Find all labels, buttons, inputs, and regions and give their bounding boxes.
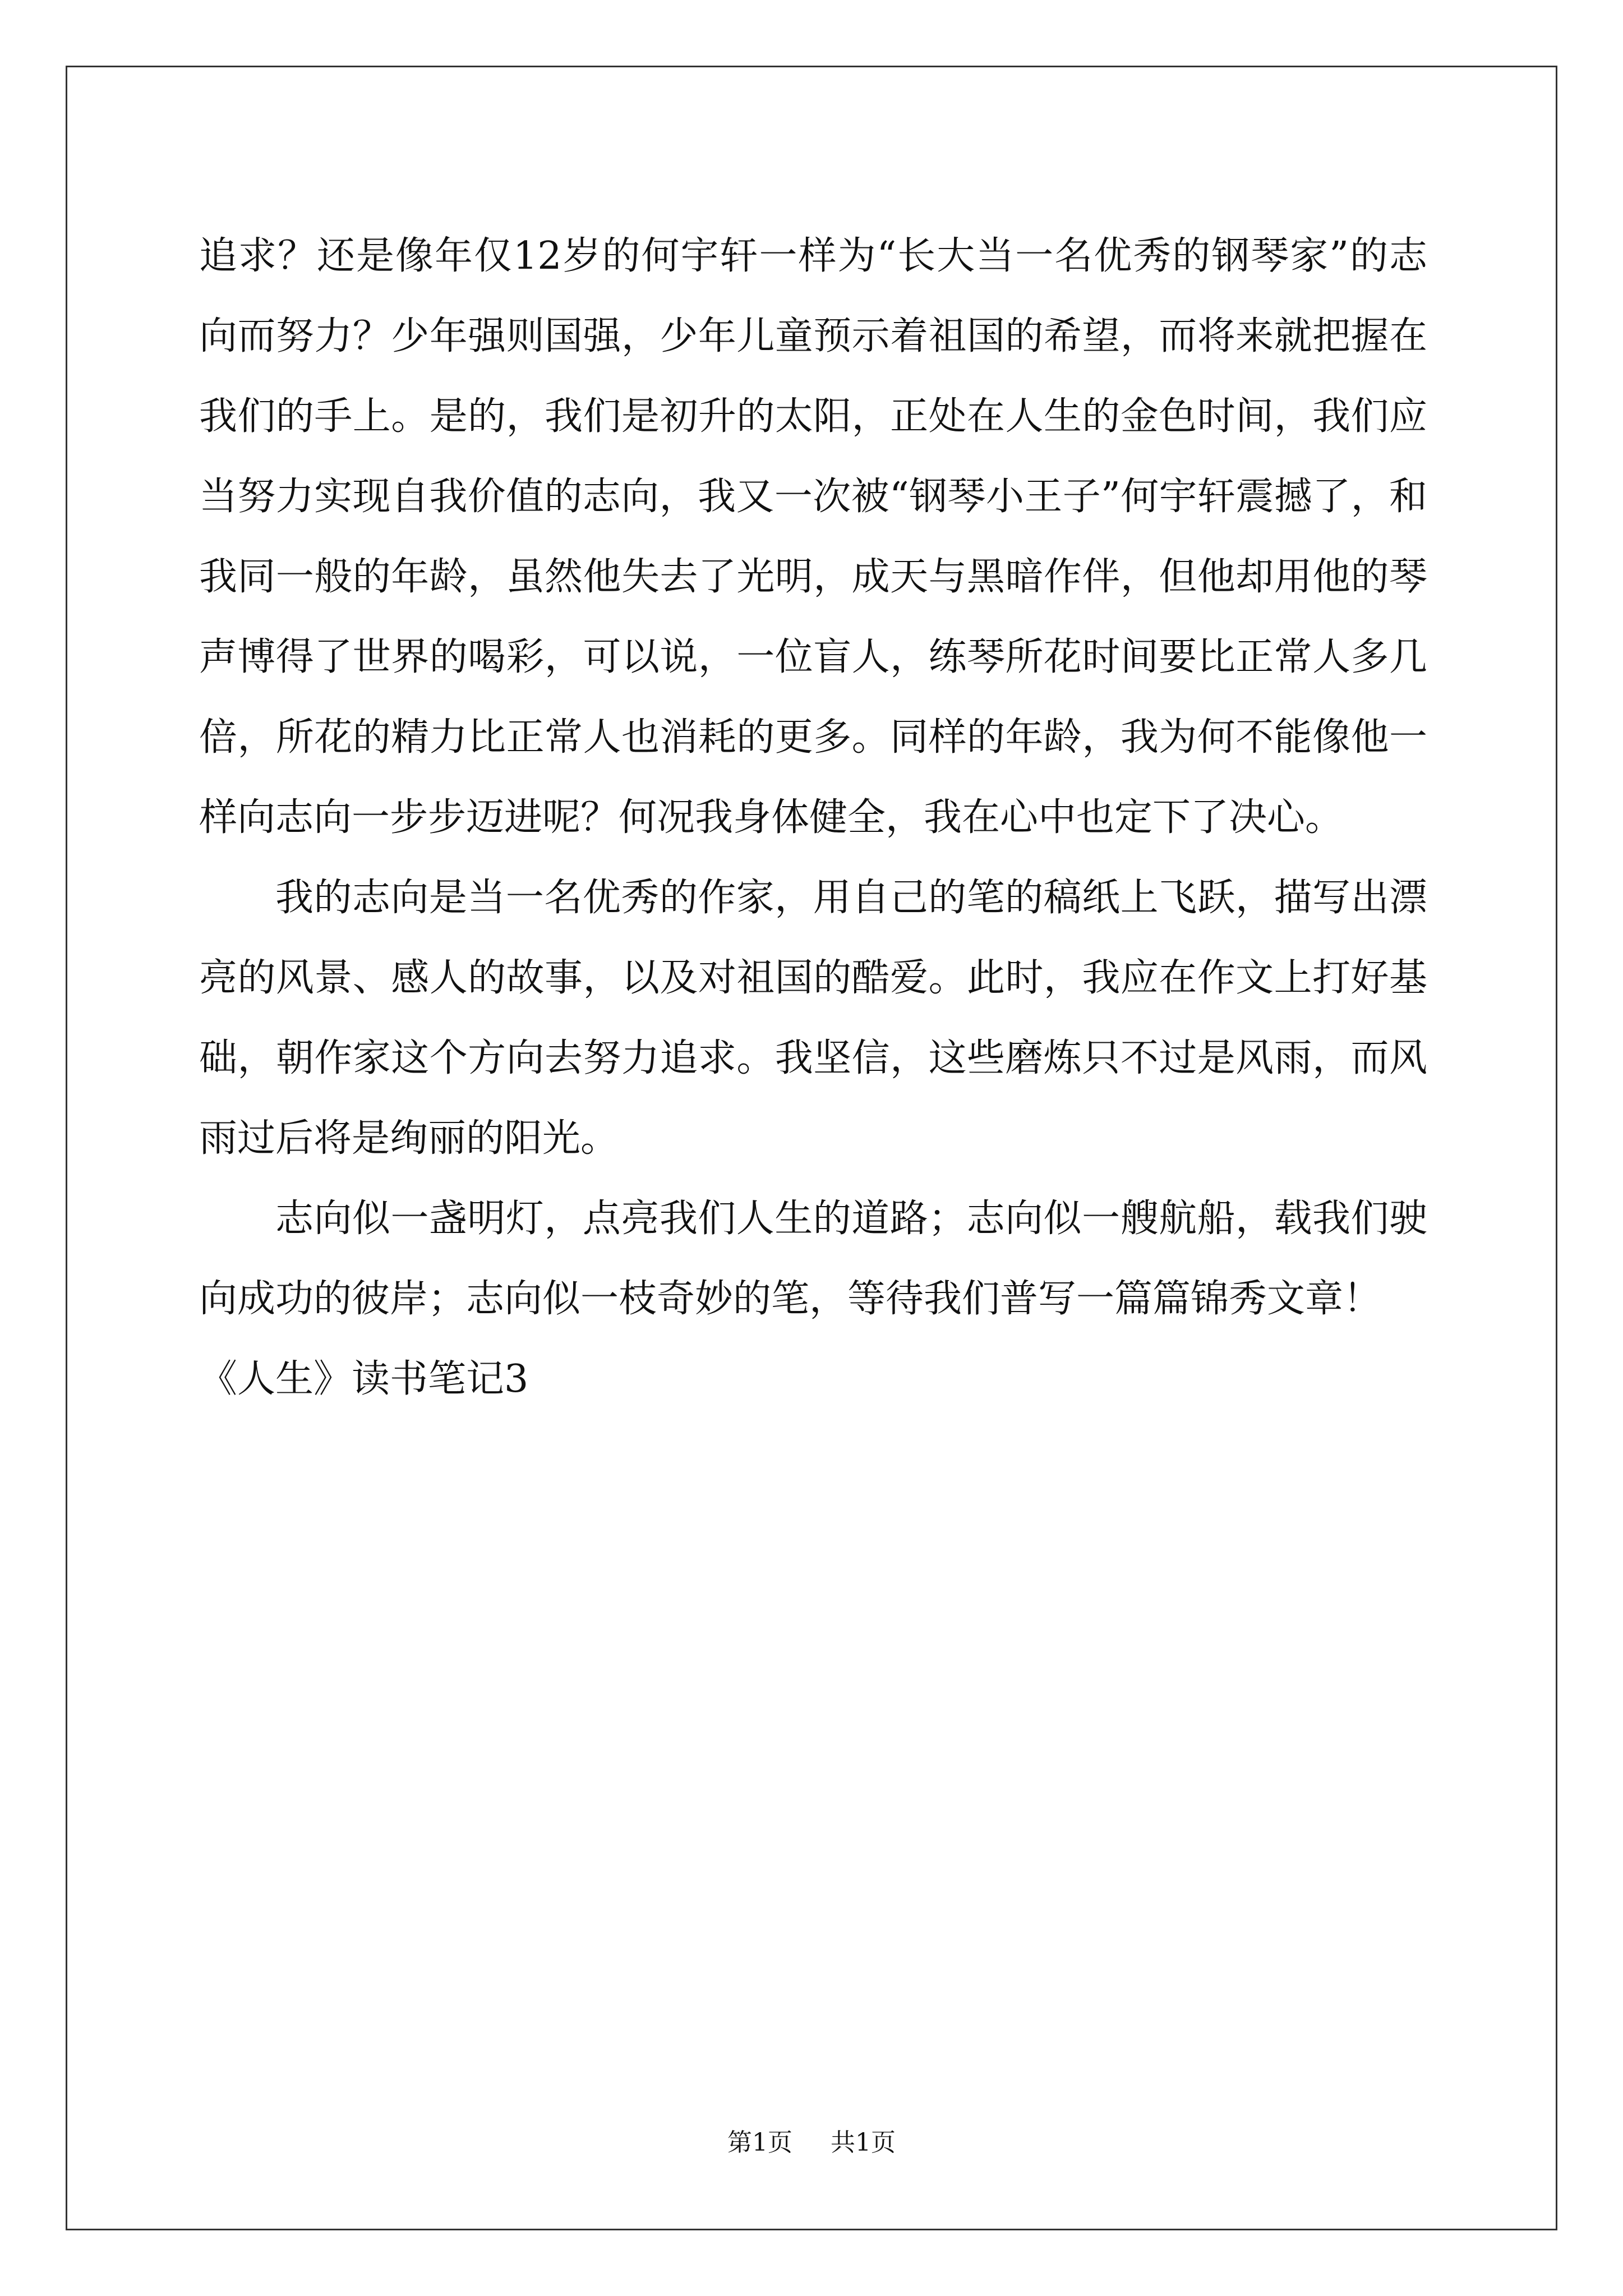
page-total: 共1页	[831, 2128, 896, 2157]
page-number: 第1页	[727, 2128, 792, 2157]
paragraph-1: 追求？还是像年仅12岁的何宇轩一样为“长大当一名优秀的钢琴家”的志向而努力？少年强则国强，少年儿童预示着祖国的希望，而将来就把握在我们的手上。是的，我们是初升的太阳，正处在人生的金色时间，我们应当努力实现自我价值的志向，我又一次被“钢琴小王子”何宇轩震撼了，和我同一般的年龄，虽然他失去了光明，成天与黑暗作伴，但他却用他的琴声博得了世界的喝彩，可以说，一位盲人，练琴所花时间要比正常人多几倍，所花的精力比正常人也消耗的更多。同样的年龄，我为何不能像他一样向志向一步步迈进呢？何况我身体健全，我在心中也定下了决心。	[199, 234, 1427, 840]
section-heading: 《人生》读书笔记3	[199, 1357, 529, 1401]
paragraph-2: 我的志向是当一名优秀的作家，用自己的笔的稿纸上飞跃，描写出漂亮的风景、感人的故事，以及对祖国的酷爱。此时，我应在作文上打好基础，朝作家这个方向去努力追求。我坚信，这些磨炼只不过是风雨，而风雨过后将是绚丽的阳光。	[199, 876, 1427, 1161]
document-body	[199, 216, 1427, 1419]
page-footer	[0, 2126, 1623, 2160]
paragraph-3: 志向似一盏明灯，点亮我们人生的道路；志向似一艘航船，载我们驶向成功的彼岸；志向似一枝奇妙的笔，等待我们普写一篇篇锦秀文章！	[199, 1197, 1427, 1321]
